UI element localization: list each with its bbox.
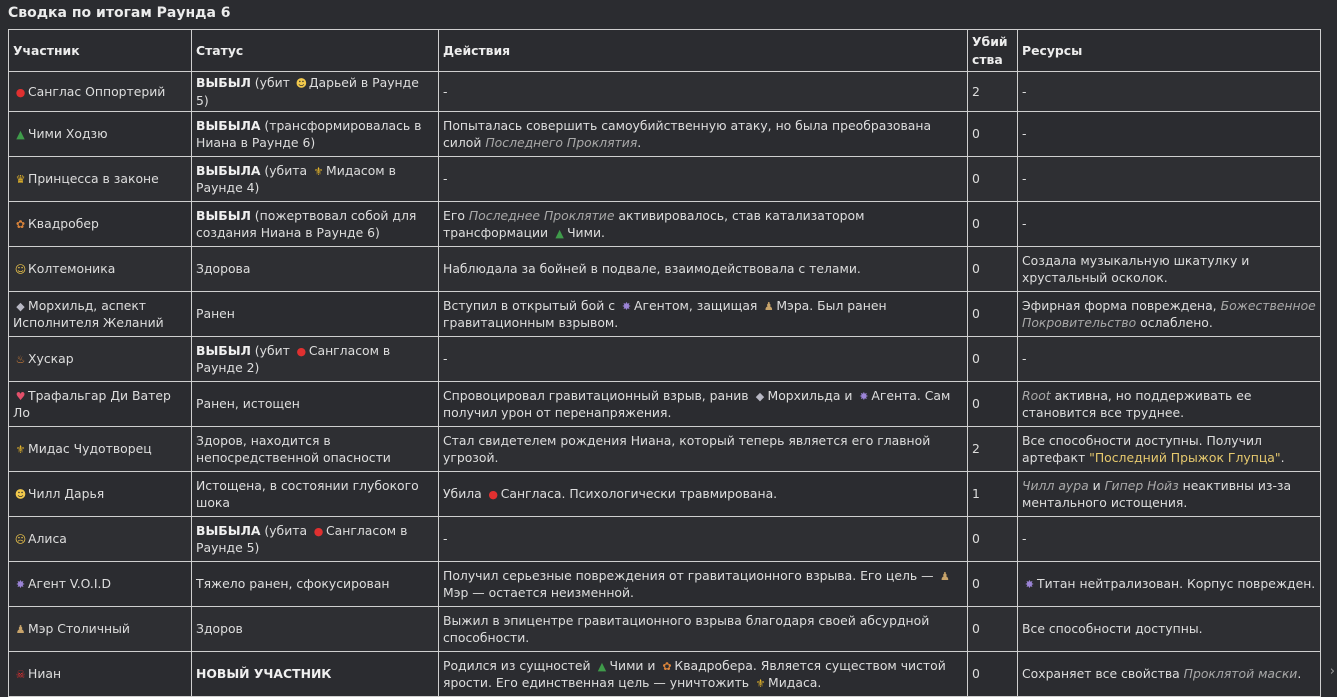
kills-cell: 1 [968,472,1018,517]
tree-icon: ▲ [555,227,564,241]
resource-cell: Создала музыкальную шкатулку и хрустальный осколок. [1018,247,1321,292]
participant-cell [9,652,192,697]
paws-icon: ✿ [662,659,672,673]
action-ref: Мэр [443,585,469,601]
page-title: Сводка по итогам Раунда 6 [8,5,231,21]
table-row [9,607,1321,652]
action-cell [439,562,968,607]
participant-name: Мидас Чудотворец [28,441,152,457]
participant-name: Квадробер [28,216,99,232]
action-text: . [637,135,642,151]
participant-cell [9,72,192,112]
action-ref: Сангласа [500,486,562,502]
status-text: в Раунде 5) [196,75,419,108]
wolf-icon: ◆ [16,299,25,313]
table-row [9,72,1321,112]
action-text: Попыталась совершить самоубийственную атаку, но была преобразована силой [443,117,932,151]
status-cell: Истощена, в состоянии глубокого шока [192,472,439,517]
table-row [9,202,1321,247]
sad-face-icon: ☹ [14,533,27,547]
resource-text: Титан нейтрализован. Корпус поврежден. [1037,576,1316,592]
kills-cell: 0 [968,382,1018,427]
table-row [9,652,1321,697]
status-text: (трансформировалась в Ниана в Раунде 6) [196,117,422,151]
action-ref: Мидаса [768,675,818,691]
resource-text: . [1280,450,1285,466]
status-text: (убит [250,75,294,90]
status-label: ВЫБЫЛ [196,75,251,90]
resource-cell [1018,652,1321,697]
resource-cell: - [1018,72,1321,112]
action-cell [439,652,968,697]
status-cell: Ранен [192,292,439,337]
action-emphasis: Последнего Проклятия [485,135,638,151]
resource-cell: - [1018,517,1321,562]
resource-cell: - [1018,112,1321,157]
table-row [9,112,1321,157]
participant-cell [9,292,192,337]
kills-cell: 0 [968,292,1018,337]
resource-cell [1018,472,1321,517]
participant-cell [9,472,192,517]
action-text: и [643,657,660,673]
alien-icon: ✸ [1024,578,1035,592]
chevron-right-icon[interactable]: › [1329,664,1335,679]
action-text: Вступил в открытый бой с [443,297,620,313]
action-cell: Наблюдала за бойней в подвале, взаимодействовала с телами. [439,247,968,292]
header-kills-line-1: Убий [972,33,1008,49]
action-cell [439,112,968,157]
status-cell: Здоров, находится в непосредственной опасности [192,427,439,472]
resource-emphasis: Чилл аура [1022,477,1089,493]
header-kills [968,30,1018,72]
participant-cell [9,247,192,292]
status-label: НОВЫЙ УЧАСТНИК [196,666,332,682]
table-row [9,292,1321,337]
table-row [9,382,1321,427]
round-summary-table [8,29,1321,697]
header-resources: Ресурсы [1018,30,1321,72]
participant-cell [9,382,192,427]
action-ref: Мэра [776,297,810,313]
action-cell: Стал свидетелем рождения Ниана, который теперь является его главной угрозой. [439,427,968,472]
action-text: Спровоцировал гравитационный взрыв, ранив [443,387,753,403]
status-text: (пожертвовал собой для создания Ниана в Раунде 6) [196,207,417,241]
action-text: активировалось, став катализатором трансформации [443,207,865,241]
resource-text: и [1088,477,1105,493]
blood-drop-icon: ● [488,488,498,502]
status-ref: Дарьей [308,75,357,90]
status-cell [192,202,439,247]
kills-cell: 0 [968,607,1018,652]
face-icon: ☺ [14,263,27,277]
table-row [9,472,1321,517]
participant-cell [9,562,192,607]
action-text: . [817,675,822,691]
status-cell: Здорова [192,247,439,292]
status-text: в Раунде 5) [196,522,408,556]
action-ref: Агента [871,387,917,403]
action-text: . Является существом чистой ярости. Его единственная цель — уничтожить [443,657,946,691]
person-icon: ♟ [940,569,950,583]
participant-name: Санглас Оппортерий [28,83,166,99]
kills-cell: 0 [968,517,1018,562]
status-text: (убита [260,162,312,178]
participant-cell [9,607,192,652]
participant-name: Принцесса в законе [28,171,159,187]
resource-text: ослаблено. [1136,315,1213,331]
participant-name: Колтемоника [28,261,116,277]
kills-cell: 0 [968,337,1018,382]
participant-cell [9,202,192,247]
status-cell [192,112,439,157]
status-label: ВЫБЫЛА [196,162,261,178]
alien-icon: ✸ [15,578,26,592]
demon-icon: ☠ [15,668,26,682]
table-row [9,427,1321,472]
action-text: , защищая [688,297,762,313]
tree-icon: ▲ [16,128,25,142]
action-cell: - [439,337,968,382]
participant-cell [9,337,192,382]
resource-emphasis: Божественное Покровительство [1022,297,1316,331]
action-text: и [840,387,857,403]
status-text: (убита [260,522,312,538]
status-label: ВЫБЫЛА [196,117,261,133]
participant-cell [9,427,192,472]
fire-icon: ♨ [15,353,26,367]
participant-name: Мэр Столичный [28,621,130,637]
resource-cell: Все способности доступны. [1018,607,1321,652]
tree-icon: ▲ [597,659,607,673]
action-ref: Агентом [634,297,689,313]
resource-emphasis: Гипер Нойз [1104,477,1179,493]
alien-icon: ✸ [621,299,632,313]
blood-drop-icon: ● [15,85,26,99]
status-cell: Тяжело ранен, сфокусирован [192,562,439,607]
action-cell [439,472,968,517]
resource-cell: - [1018,157,1321,202]
header-status: Статус [192,30,439,72]
kills-cell: 0 [968,247,1018,292]
resource-emphasis: Проклятой маски [1183,666,1298,682]
kills-cell: 0 [968,112,1018,157]
person-icon: ♟ [763,299,774,313]
header-actions: Действия [439,30,968,72]
table-row [9,157,1321,202]
action-text: . [601,225,605,241]
sunglasses-face-icon: ☻ [295,77,308,90]
status-cell [192,337,439,382]
action-text: Его [443,207,469,223]
resource-cell [1018,382,1321,427]
resource-cell: - [1018,337,1321,382]
wolf-icon: ◆ [755,389,765,403]
person-icon: ♟ [15,623,26,637]
status-cell [192,517,439,562]
action-text: . Был ранен гравитационным взрывом. [443,297,887,331]
action-cell: - [439,72,968,112]
resource-cell: - [1018,202,1321,247]
action-text: . Психологически травмирована. [561,486,778,502]
kills-cell: 0 [968,202,1018,247]
participant-name: Трафальгар Ди Ватер Ло [13,387,171,421]
resource-text: Эфирная форма повреждена, [1022,297,1221,313]
status-text: в Раунде 2) [196,342,391,376]
alien-icon: ✸ [859,389,869,403]
resource-text: Сохраняет все свойства [1022,666,1184,682]
action-text: — остается неизменной. [468,585,634,601]
participant-name: Алиса [28,531,67,547]
action-cell [439,292,968,337]
action-text: . Сам получил урон от перенапряжения. [443,387,951,421]
resource-emphasis: Root [1022,387,1051,403]
resource-cell [1018,562,1321,607]
artifact-name: "Последний Прыжок Глупца" [1089,450,1281,466]
participant-name: Чими Ходзю [28,126,108,142]
kills-cell: 0 [968,562,1018,607]
participant-cell [9,112,192,157]
status-cell [192,157,439,202]
status-cell: Здоров [192,607,439,652]
status-cell [192,652,439,697]
header-participant: Участник [9,30,192,72]
action-cell [439,382,968,427]
participant-name: Чилл Дарья [28,486,105,502]
kills-cell: 0 [968,157,1018,202]
resource-cell [1018,292,1321,337]
participant-name: Ниан [28,666,62,682]
action-cell [439,202,968,247]
status-text: в Раунде 4) [196,162,396,196]
participant-name: Хускар [28,351,74,367]
action-cell: - [439,517,968,562]
action-cell: Выжил в эпицентре гравитационного взрыва благодаря своей абсурдной способности. [439,607,968,652]
table-row [9,517,1321,562]
participant-cell [9,157,192,202]
resource-text: неактивны из-за ментального истощения. [1022,477,1292,511]
action-ref: Морхильда [767,387,841,403]
status-label: ВЫБЫЛА [196,522,261,538]
action-text: Убила [443,486,486,502]
participant-name: Морхильд, аспект Исполнителя Желаний [13,297,164,331]
sunglasses-face-icon: ☻ [14,488,27,502]
kills-cell: 2 [968,72,1018,112]
table-header-row [9,30,1321,72]
status-ref: Мидасом [326,162,385,178]
status-label: ВЫБЫЛ [196,342,251,358]
action-text: Родился из сущностей [443,657,595,673]
kills-cell: 2 [968,427,1018,472]
participant-name: Агент V.O.I.D [28,576,112,592]
action-cell: - [439,157,968,202]
status-ref: Сангласом [308,342,379,358]
status-cell [192,72,439,112]
resource-text: Все способности доступны. Получил артефакт [1022,432,1262,466]
action-ref: Чими [609,657,644,673]
blood-drop-icon: ● [313,524,324,538]
fleur-de-lis-icon: ⚜ [755,677,766,691]
participant-cell [9,517,192,562]
action-emphasis: Последнее Проклятие [468,207,615,223]
header-kills-line-2: ства [972,51,1003,67]
table-row [9,562,1321,607]
status-ref: Сангласом [326,522,397,538]
action-ref: Квадробера [674,657,753,673]
fleur-de-lis-icon: ⚜ [15,443,26,457]
action-ref: Чими [567,225,602,241]
blood-drop-icon: ● [296,344,307,358]
kills-cell: 0 [968,652,1018,697]
status-text: (убит [250,342,294,358]
table-row [9,247,1321,292]
resource-text: активна, но поддерживать ее становится все труднее. [1022,387,1252,421]
action-text: Получил серьезные повреждения от гравитационного взрыва. Его цель — [443,567,938,583]
status-cell: Ранен, истощен [192,382,439,427]
broken-heart-icon: ♥ [15,389,26,403]
resource-text: . [1297,666,1302,682]
crown-icon: ♛ [15,173,26,187]
status-label: ВЫБЫЛ [196,207,251,223]
paws-icon: ✿ [15,218,26,232]
fleur-de-lis-icon: ⚜ [313,164,324,178]
resource-cell [1018,427,1321,472]
table-row [9,337,1321,382]
